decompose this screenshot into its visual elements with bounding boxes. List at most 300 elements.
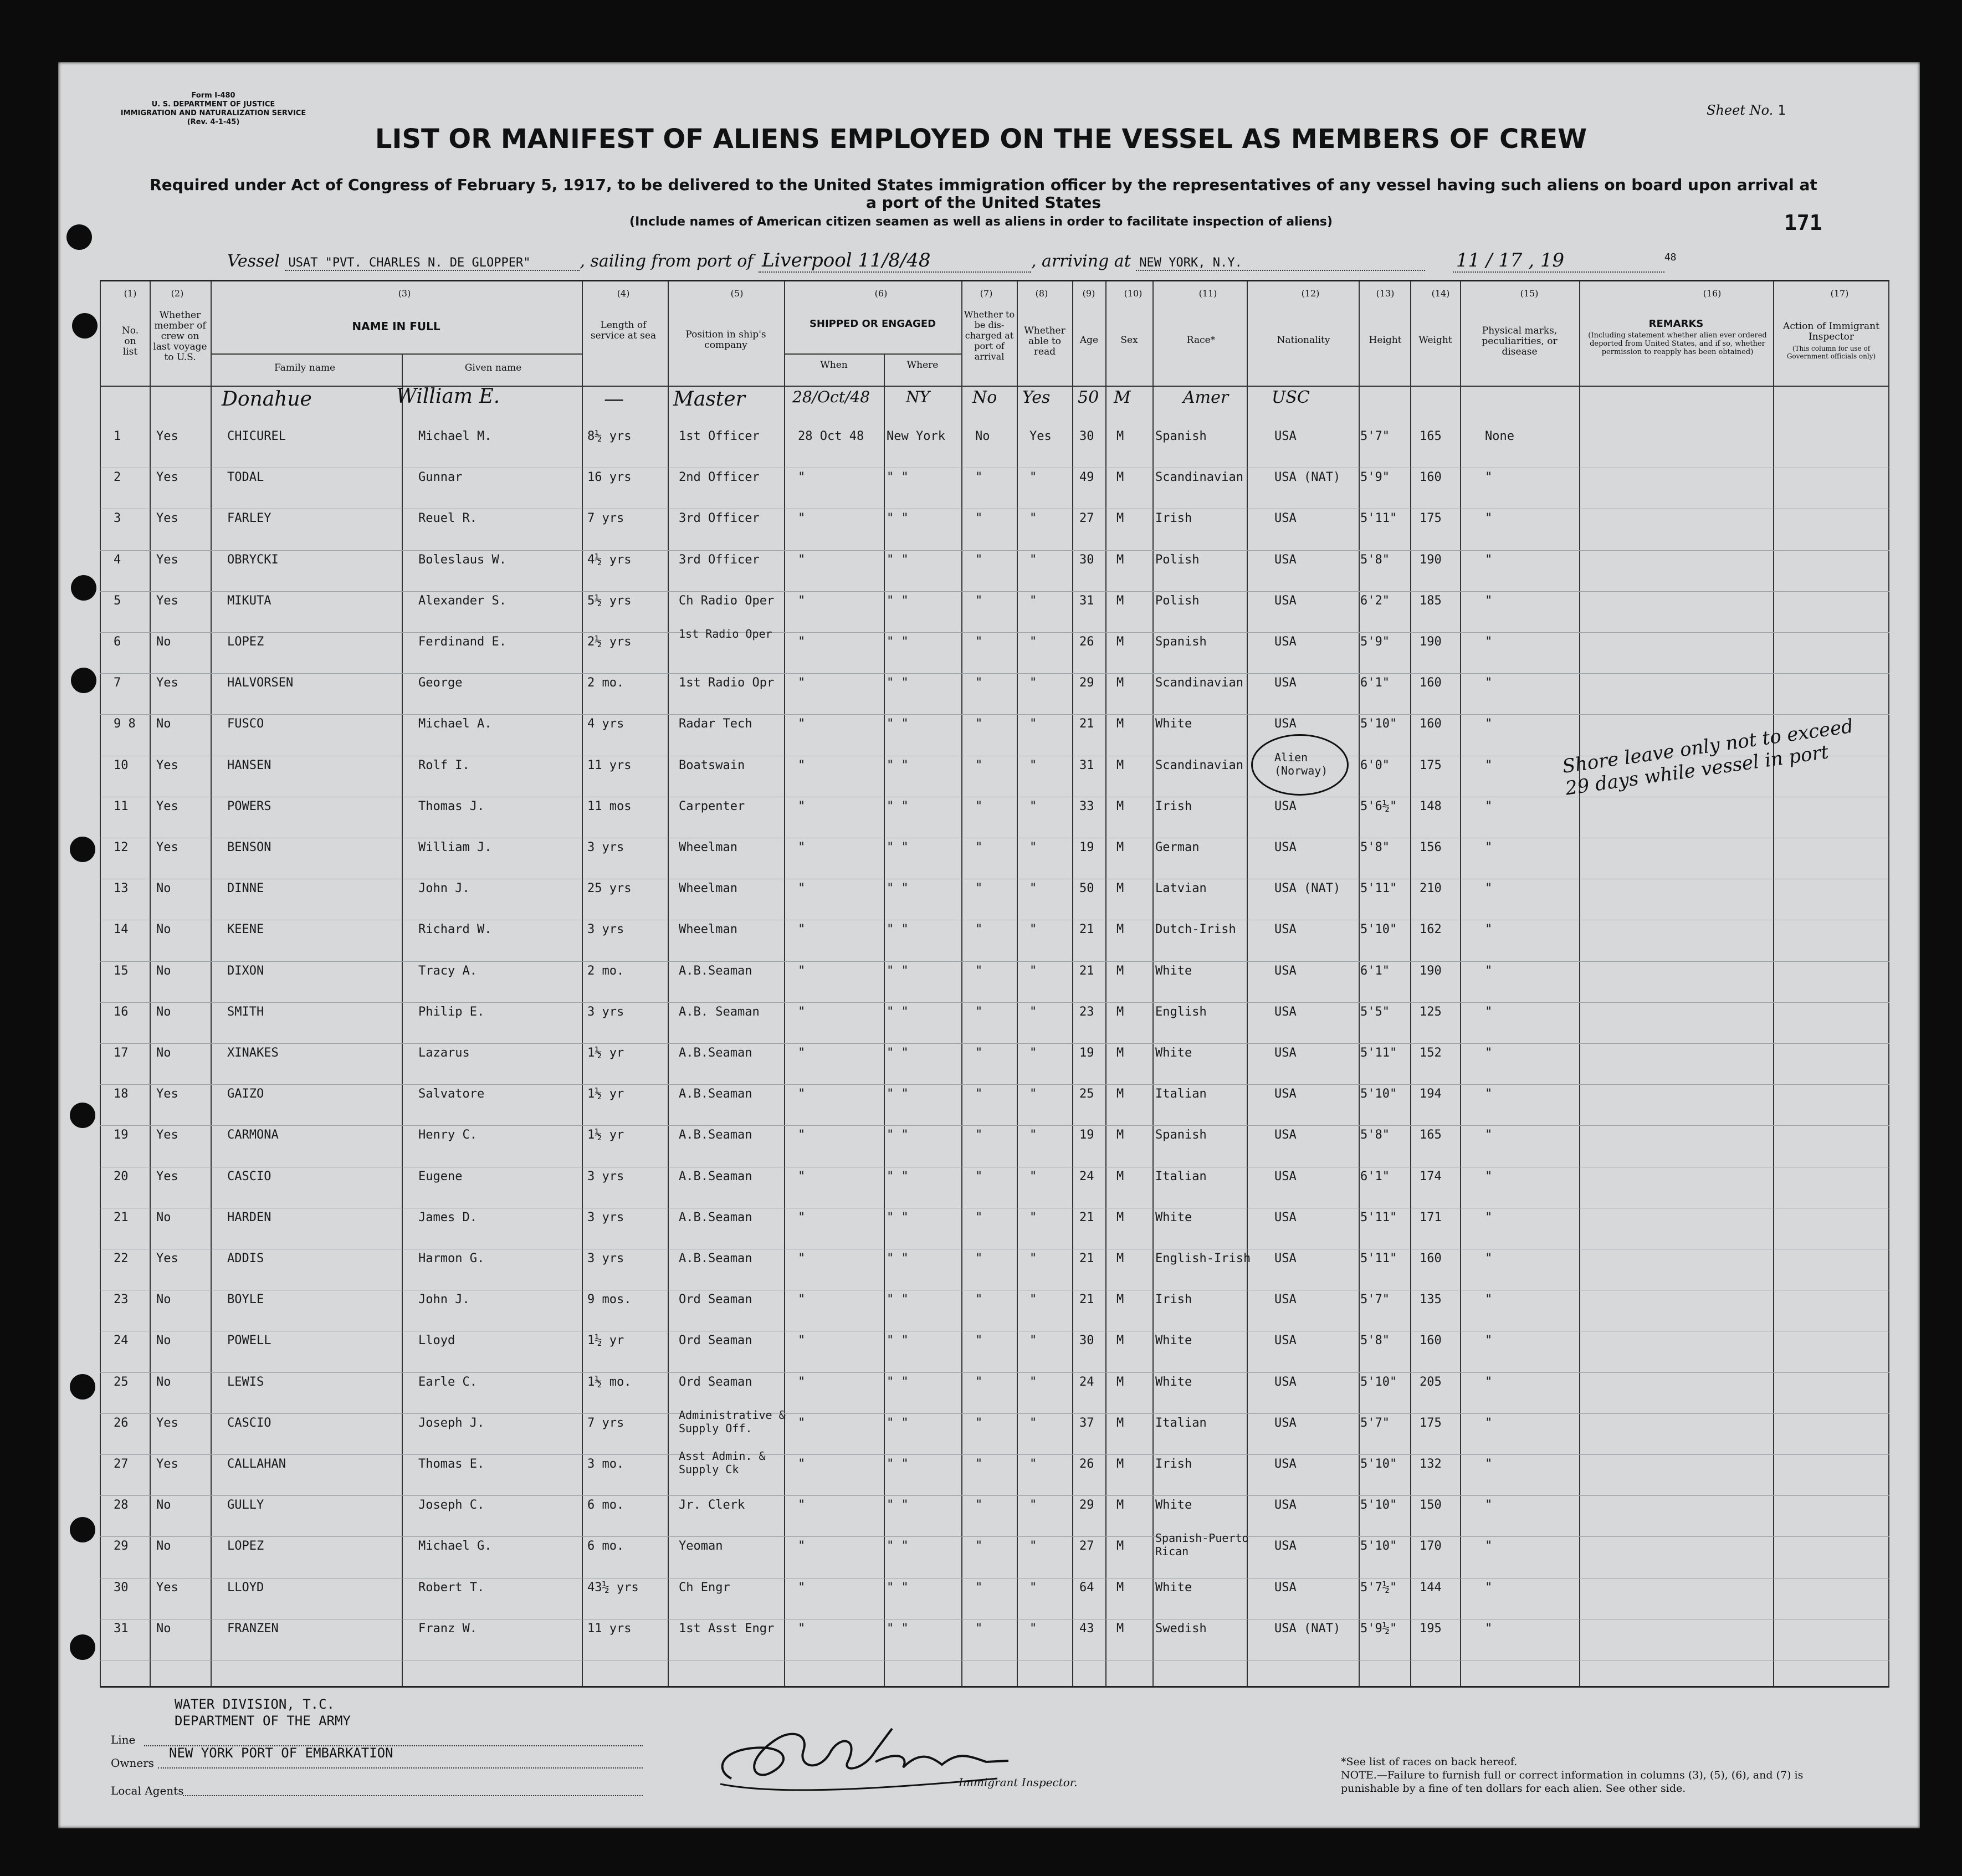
row-service: 1½ yr xyxy=(587,1087,624,1101)
row-read: " xyxy=(1029,1087,1037,1101)
row-age: 26 xyxy=(1079,635,1094,649)
row-race: Spanish-Puerto Rican xyxy=(1155,1531,1249,1559)
row-service: 25 yrs xyxy=(587,881,632,896)
row-race: White xyxy=(1155,1375,1192,1389)
row-nationality: USA (NAT) xyxy=(1274,881,1341,896)
row-discharged: " xyxy=(975,1498,983,1513)
row-no: 14 xyxy=(114,922,129,937)
row-position: Radar Tech xyxy=(679,717,752,731)
row-member: Yes xyxy=(156,1169,178,1183)
row-family-name: CHICUREL xyxy=(227,429,286,443)
row-nationality: USA (NAT) xyxy=(1274,1621,1341,1636)
row-nationality: USA xyxy=(1274,635,1297,649)
row-given-name: Tracy A. xyxy=(418,963,477,978)
row-where: " " xyxy=(887,1498,909,1513)
row-weight: 195 xyxy=(1420,1621,1442,1636)
row-read: " xyxy=(1029,799,1037,813)
row-weight: 160 xyxy=(1420,676,1442,690)
row-position: 1st Radio Opr xyxy=(679,676,775,690)
row-height: 6'2" xyxy=(1360,593,1390,608)
row-member: No xyxy=(156,635,171,649)
row-no: 6 xyxy=(114,635,121,649)
row-sex: M xyxy=(1116,1087,1124,1101)
row-race: White xyxy=(1155,1498,1192,1513)
row-weight: 132 xyxy=(1420,1457,1442,1471)
row-position: A.B.Seaman xyxy=(679,1046,752,1060)
row-age: 21 xyxy=(1079,1252,1094,1265)
row-physical: " xyxy=(1485,1580,1493,1595)
row-weight: 205 xyxy=(1420,1375,1442,1389)
row-service: 3 mo. xyxy=(587,1457,624,1471)
row-member: Yes xyxy=(156,593,178,608)
row-service: 43½ yrs xyxy=(587,1580,639,1595)
row-given-name: John J. xyxy=(418,1293,470,1307)
row-no: 18 xyxy=(114,1087,129,1101)
row-no: 2 xyxy=(114,470,121,485)
row-sex: M xyxy=(1116,799,1124,813)
row-family-name: FUSCO xyxy=(227,717,264,731)
row-where: " " xyxy=(887,1252,909,1265)
row-service: 4½ yrs xyxy=(587,552,632,567)
row-weight: 160 xyxy=(1420,470,1442,485)
row-read: " xyxy=(1029,1046,1037,1060)
row-nationality: USA xyxy=(1274,1580,1297,1595)
row-when: " xyxy=(798,1210,806,1224)
column-number: (5) xyxy=(730,288,744,299)
row-position: Wheelman xyxy=(679,840,737,854)
row-weight: 175 xyxy=(1420,758,1442,772)
row-given-name: Philip E. xyxy=(418,1004,485,1019)
row-height: 5'11" xyxy=(1360,1252,1397,1265)
sheet-number: Sheet No. 1 xyxy=(1707,102,1786,118)
row-weight: 150 xyxy=(1420,1498,1442,1513)
binder-hole xyxy=(70,1103,95,1128)
row-age: 31 xyxy=(1079,593,1094,608)
binder-hole xyxy=(70,1517,95,1542)
row-height: 6'1" xyxy=(1360,1169,1390,1183)
row-weight: 135 xyxy=(1420,1293,1442,1307)
row-service: 3 yrs xyxy=(587,1004,624,1019)
row-when: " xyxy=(798,922,806,937)
row-height: 5'11" xyxy=(1360,1046,1397,1060)
master-age: 50 xyxy=(1078,388,1099,407)
row-member: No xyxy=(156,881,171,896)
row-discharged: " xyxy=(975,1252,983,1265)
row-nationality: USA xyxy=(1274,1539,1297,1554)
row-physical: " xyxy=(1485,881,1493,896)
column-number: (1) xyxy=(124,288,137,299)
page-title: LIST OR MANIFEST OF ALIENS EMPLOYED ON THE VESSEL AS MEMBERS OF CREW xyxy=(375,124,1587,155)
row-when: " xyxy=(798,635,806,649)
row-member: No xyxy=(156,1498,171,1513)
row-nationality: USA xyxy=(1274,1334,1297,1348)
row-service: 3 yrs xyxy=(587,922,624,937)
row-family-name: HALVORSEN xyxy=(227,676,294,690)
row-family-name: FARLEY xyxy=(227,511,271,526)
hdr-race: Race* xyxy=(1186,335,1216,346)
row-race: Spanish xyxy=(1155,1128,1207,1142)
row-physical: " xyxy=(1485,1252,1493,1265)
binder-hole xyxy=(72,313,98,339)
row-given-name: Harmon G. xyxy=(418,1252,485,1265)
row-physical: " xyxy=(1485,1046,1493,1060)
row-no: 11 xyxy=(114,799,129,813)
row-position: Carpenter xyxy=(679,799,745,813)
row-given-name: Lazarus xyxy=(418,1046,470,1060)
row-member: No xyxy=(156,1539,171,1554)
row-discharged: " xyxy=(975,470,983,485)
row-service: 1½ mo. xyxy=(587,1375,632,1389)
hdr-remarks-note: (Including statement whether alien ever ordered deported from United States, and if so, whether permission to reapply has been obtained) xyxy=(1588,331,1767,356)
hdr-sex: Sex xyxy=(1120,335,1138,346)
row-height: 5'7" xyxy=(1360,429,1390,443)
row-when: " xyxy=(798,676,806,690)
row-physical: " xyxy=(1485,1498,1493,1513)
row-member: Yes xyxy=(156,1457,178,1471)
row-discharged: " xyxy=(975,1621,983,1636)
row-where: " " xyxy=(887,881,909,896)
row-family-name: LOPEZ xyxy=(227,635,264,649)
row-service: 8½ yrs xyxy=(587,429,632,443)
row-physical: " xyxy=(1485,963,1493,978)
row-discharged: " xyxy=(975,1416,983,1430)
row-weight: 190 xyxy=(1420,552,1442,567)
row-where: " " xyxy=(887,758,909,772)
row-age: 31 xyxy=(1079,758,1094,772)
row-where: " " xyxy=(887,799,909,813)
row-weight: 210 xyxy=(1420,881,1442,896)
row-discharged: " xyxy=(975,799,983,813)
row-family-name: DINNE xyxy=(227,881,264,896)
row-read: " xyxy=(1029,635,1037,649)
row-member: Yes xyxy=(156,1252,178,1265)
row-weight: 185 xyxy=(1420,593,1442,608)
row-physical: " xyxy=(1485,922,1493,937)
row-family-name: POWERS xyxy=(227,799,271,813)
row-when: " xyxy=(798,1621,806,1636)
row-physical: " xyxy=(1485,593,1493,608)
row-discharged: " xyxy=(975,1128,983,1142)
row-where: " " xyxy=(887,1457,909,1471)
row-when: " xyxy=(798,1004,806,1019)
row-height: 5'10" xyxy=(1360,922,1397,937)
row-race: Irish xyxy=(1155,1293,1192,1307)
row-service: 16 yrs xyxy=(587,470,632,485)
row-read: " xyxy=(1029,1457,1037,1471)
row-age: 30 xyxy=(1079,429,1094,443)
row-family-name: OBRYCKI xyxy=(227,552,279,567)
hdr-height: Height xyxy=(1369,335,1402,346)
row-where: " " xyxy=(887,963,909,978)
row-service: 1½ yr xyxy=(587,1046,624,1060)
row-where: " " xyxy=(887,840,909,854)
row-when: " xyxy=(798,552,806,567)
row-read: " xyxy=(1029,1375,1037,1389)
row-position: Ord Seaman xyxy=(679,1293,752,1307)
row-service: 9 mos. xyxy=(587,1293,632,1307)
row-sex: M xyxy=(1116,635,1124,649)
row-read: " xyxy=(1029,1416,1037,1430)
column-number: (7) xyxy=(980,288,993,299)
row-family-name: LOPEZ xyxy=(227,1539,264,1554)
row-read: " xyxy=(1029,1004,1037,1019)
row-race: Spanish xyxy=(1155,635,1207,649)
row-discharged: " xyxy=(975,1539,983,1554)
row-no: 1 xyxy=(114,429,121,443)
row-age: 23 xyxy=(1079,1004,1094,1019)
row-no: 22 xyxy=(114,1252,129,1265)
row-where: " " xyxy=(887,1375,909,1389)
row-sex: M xyxy=(1116,840,1124,854)
row-where: " " xyxy=(887,552,909,567)
agents-label: Local Agents xyxy=(111,1784,184,1797)
column-number: (16) xyxy=(1703,288,1722,299)
row-family-name: LLOYD xyxy=(227,1580,264,1595)
row-read: " xyxy=(1029,922,1037,937)
row-nationality: USA xyxy=(1274,1252,1297,1265)
row-weight: 160 xyxy=(1420,717,1442,731)
column-number: (12) xyxy=(1301,288,1320,299)
row-sex: M xyxy=(1116,1457,1124,1471)
master-sex: M xyxy=(1114,388,1131,407)
row-service: 2 mo. xyxy=(587,963,624,978)
row-weight: 160 xyxy=(1420,1252,1442,1265)
row-family-name: LEWIS xyxy=(227,1375,264,1389)
row-when: " xyxy=(798,1293,806,1307)
binder-hole xyxy=(70,837,95,862)
row-given-name: George xyxy=(418,676,463,690)
row-read: " xyxy=(1029,1621,1037,1636)
row-given-name: Eugene xyxy=(418,1169,463,1183)
row-no: 17 xyxy=(114,1046,129,1060)
row-physical: " xyxy=(1485,552,1493,567)
row-nationality: USA xyxy=(1274,1416,1297,1430)
row-family-name: XINAKES xyxy=(227,1046,279,1060)
row-where: " " xyxy=(887,511,909,526)
row-sex: M xyxy=(1116,717,1124,731)
row-race: Latvian xyxy=(1155,881,1207,896)
row-weight: 190 xyxy=(1420,963,1442,978)
row-service: 3 yrs xyxy=(587,1169,624,1183)
row-physical: " xyxy=(1485,1293,1493,1307)
row-family-name: BOYLE xyxy=(227,1293,264,1307)
row-service: 3 yrs xyxy=(587,840,624,854)
row-no: 26 xyxy=(114,1416,129,1430)
row-where: " " xyxy=(887,1293,909,1307)
row-nationality: USA xyxy=(1274,1169,1297,1183)
row-no: 24 xyxy=(114,1334,129,1348)
sailing-port: Liverpool 11/8/48 xyxy=(759,249,1031,273)
row-no: 21 xyxy=(114,1210,129,1224)
row-nationality: USA xyxy=(1274,429,1297,443)
row-sex: M xyxy=(1116,1293,1124,1307)
row-given-name: Boleslaus W. xyxy=(418,552,506,567)
row-family-name: CASCIO xyxy=(227,1169,271,1183)
row-when: " xyxy=(798,1498,806,1513)
row-position: Wheelman xyxy=(679,881,737,896)
master-when: 28/Oct/48 xyxy=(792,388,870,406)
footer-typed-line2: DEPARTMENT OF THE ARMY xyxy=(175,1713,351,1729)
row-discharged: " xyxy=(975,922,983,937)
row-sex: M xyxy=(1116,963,1124,978)
row-position: A.B.Seaman xyxy=(679,1128,752,1142)
row-service: 2½ yrs xyxy=(587,635,632,649)
master-family: Donahue xyxy=(222,388,312,411)
row-nationality: USA xyxy=(1274,1128,1297,1142)
row-race: Italian xyxy=(1155,1169,1207,1183)
row-height: 5'10" xyxy=(1360,1539,1397,1554)
column-number: (3) xyxy=(398,288,411,299)
vessel-line xyxy=(227,249,1677,273)
row-member: Yes xyxy=(156,758,178,772)
sailing-label: , sailing from port of xyxy=(580,252,754,271)
row-member: Yes xyxy=(156,552,178,567)
owners-value: NEW YORK PORT OF EMBARKATION xyxy=(169,1745,393,1761)
line-label: Line xyxy=(111,1733,136,1746)
row-member: Yes xyxy=(156,840,178,854)
row-nationality: USA xyxy=(1274,1457,1297,1471)
column-number: (6) xyxy=(874,288,888,299)
row-physical: " xyxy=(1485,1375,1493,1389)
row-when: " xyxy=(798,1539,806,1554)
row-age: 43 xyxy=(1079,1621,1094,1636)
master-nationality: USC xyxy=(1272,388,1310,407)
row-race: Irish xyxy=(1155,799,1192,813)
row-when: " xyxy=(798,840,806,854)
row-nationality: USA xyxy=(1274,593,1297,608)
column-number: (14) xyxy=(1431,288,1450,299)
row-age: 27 xyxy=(1079,511,1094,526)
row-sex: M xyxy=(1116,1169,1124,1183)
row-age: 26 xyxy=(1079,1457,1094,1471)
row-when: " xyxy=(798,593,806,608)
row-when: " xyxy=(798,1128,806,1142)
row-height: 5'10" xyxy=(1360,1375,1397,1389)
row-sex: M xyxy=(1116,552,1124,567)
row-physical: " xyxy=(1485,758,1493,772)
requirement-text: Required under Act of Congress of February 5, 1917, to be delivered to the United States immigration officer by the representatives of any vessel having such aliens on board upon arrival at a port of the United States xyxy=(150,176,1817,212)
column-number: (4) xyxy=(617,288,630,299)
row-sex: M xyxy=(1116,758,1124,772)
row-position: Yeoman xyxy=(679,1539,723,1554)
row-no: 13 xyxy=(114,881,129,896)
row-height: 5'11" xyxy=(1360,881,1397,896)
row-race: White xyxy=(1155,963,1192,978)
row-read: " xyxy=(1029,758,1037,772)
row-sex: M xyxy=(1116,1375,1124,1389)
row-nationality: USA xyxy=(1274,552,1297,567)
row-physical: " xyxy=(1485,1004,1493,1019)
row-service: 6 mo. xyxy=(587,1539,624,1554)
hdr-nationality: Nationality xyxy=(1277,335,1330,346)
row-where: " " xyxy=(887,1334,909,1348)
row-read: Yes xyxy=(1029,429,1052,443)
row-race: German xyxy=(1155,840,1200,854)
column-number: (2) xyxy=(171,288,184,299)
row-sex: M xyxy=(1116,1580,1124,1595)
row-when: " xyxy=(798,963,806,978)
vessel-label: Vessel xyxy=(227,252,280,271)
row-where: " " xyxy=(887,676,909,690)
row-weight: 175 xyxy=(1420,511,1442,526)
row-read: " xyxy=(1029,840,1037,854)
row-when: " xyxy=(798,1046,806,1060)
vessel-name: USAT "PVT. CHARLES N. DE GLOPPER" xyxy=(285,256,580,271)
hdr-action-note: (This column for use of Government officials only) xyxy=(1786,345,1876,360)
row-sex: M xyxy=(1116,1210,1124,1224)
binder-hole xyxy=(70,1634,95,1660)
row-sex: M xyxy=(1116,1004,1124,1019)
row-sex: M xyxy=(1116,1539,1124,1554)
binder-hole xyxy=(70,1374,95,1400)
row-discharged: " xyxy=(975,552,983,567)
row-weight: 171 xyxy=(1420,1210,1442,1224)
row-weight: 160 xyxy=(1420,1334,1442,1348)
row-race: White xyxy=(1155,1580,1192,1595)
row-position: Boatswain xyxy=(679,758,745,772)
row-race: White xyxy=(1155,1046,1192,1060)
row-read: " xyxy=(1029,717,1037,731)
row-age: 19 xyxy=(1079,1046,1094,1060)
row-nationality: USA xyxy=(1274,1498,1297,1513)
column-number: (17) xyxy=(1830,288,1849,299)
row-physical: " xyxy=(1485,635,1493,649)
row-physical: " xyxy=(1485,1169,1493,1183)
row-position: A.B.Seaman xyxy=(679,1087,752,1101)
row-when: " xyxy=(798,1334,806,1348)
row-given-name: Earle C. xyxy=(418,1375,477,1389)
row-family-name: CALLAHAN xyxy=(227,1457,286,1471)
row-when: " xyxy=(798,1457,806,1471)
row-given-name: Michael G. xyxy=(418,1539,492,1554)
row-age: 21 xyxy=(1079,1210,1094,1224)
row-service: 7 yrs xyxy=(587,1416,624,1430)
row-position: 1st Asst Engr xyxy=(679,1621,775,1636)
row-read: " xyxy=(1029,593,1037,608)
row-service: 1½ yr xyxy=(587,1334,624,1348)
row-given-name: Robert T. xyxy=(418,1580,485,1595)
row-position: A.B.Seaman xyxy=(679,1252,752,1265)
row-service: 3 yrs xyxy=(587,1252,624,1265)
row-nationality: USA xyxy=(1274,676,1297,690)
row-service: 11 yrs xyxy=(587,758,632,772)
row-position: Ord Seaman xyxy=(679,1334,752,1348)
row-weight: 194 xyxy=(1420,1087,1442,1101)
column-number: (13) xyxy=(1376,288,1395,299)
row-age: 27 xyxy=(1079,1539,1094,1554)
row-where: " " xyxy=(887,1087,909,1101)
row-race: White xyxy=(1155,1334,1192,1348)
hdr-when: When xyxy=(820,360,848,371)
hdr-no-on-list: No. on list xyxy=(121,325,139,357)
row-service: 6 mo. xyxy=(587,1498,624,1513)
arriving-port: NEW YORK, N.Y. xyxy=(1136,256,1425,271)
row-race: Irish xyxy=(1155,1457,1192,1471)
row-age: 49 xyxy=(1079,470,1094,485)
row-when: " xyxy=(798,1169,806,1183)
hdr-length-service: Length of service at sea xyxy=(590,320,657,341)
row-age: 50 xyxy=(1079,881,1094,896)
row-read: " xyxy=(1029,881,1037,896)
row-given-name: Lloyd xyxy=(418,1334,455,1348)
hdr-weight: Weight xyxy=(1418,335,1452,346)
row-physical: " xyxy=(1485,799,1493,813)
row-position: Ord Seaman xyxy=(679,1375,752,1389)
row-nationality: USA xyxy=(1274,922,1297,937)
row-when: " xyxy=(798,1252,806,1265)
row-age: 37 xyxy=(1079,1416,1094,1430)
row-physical: " xyxy=(1485,1539,1493,1554)
